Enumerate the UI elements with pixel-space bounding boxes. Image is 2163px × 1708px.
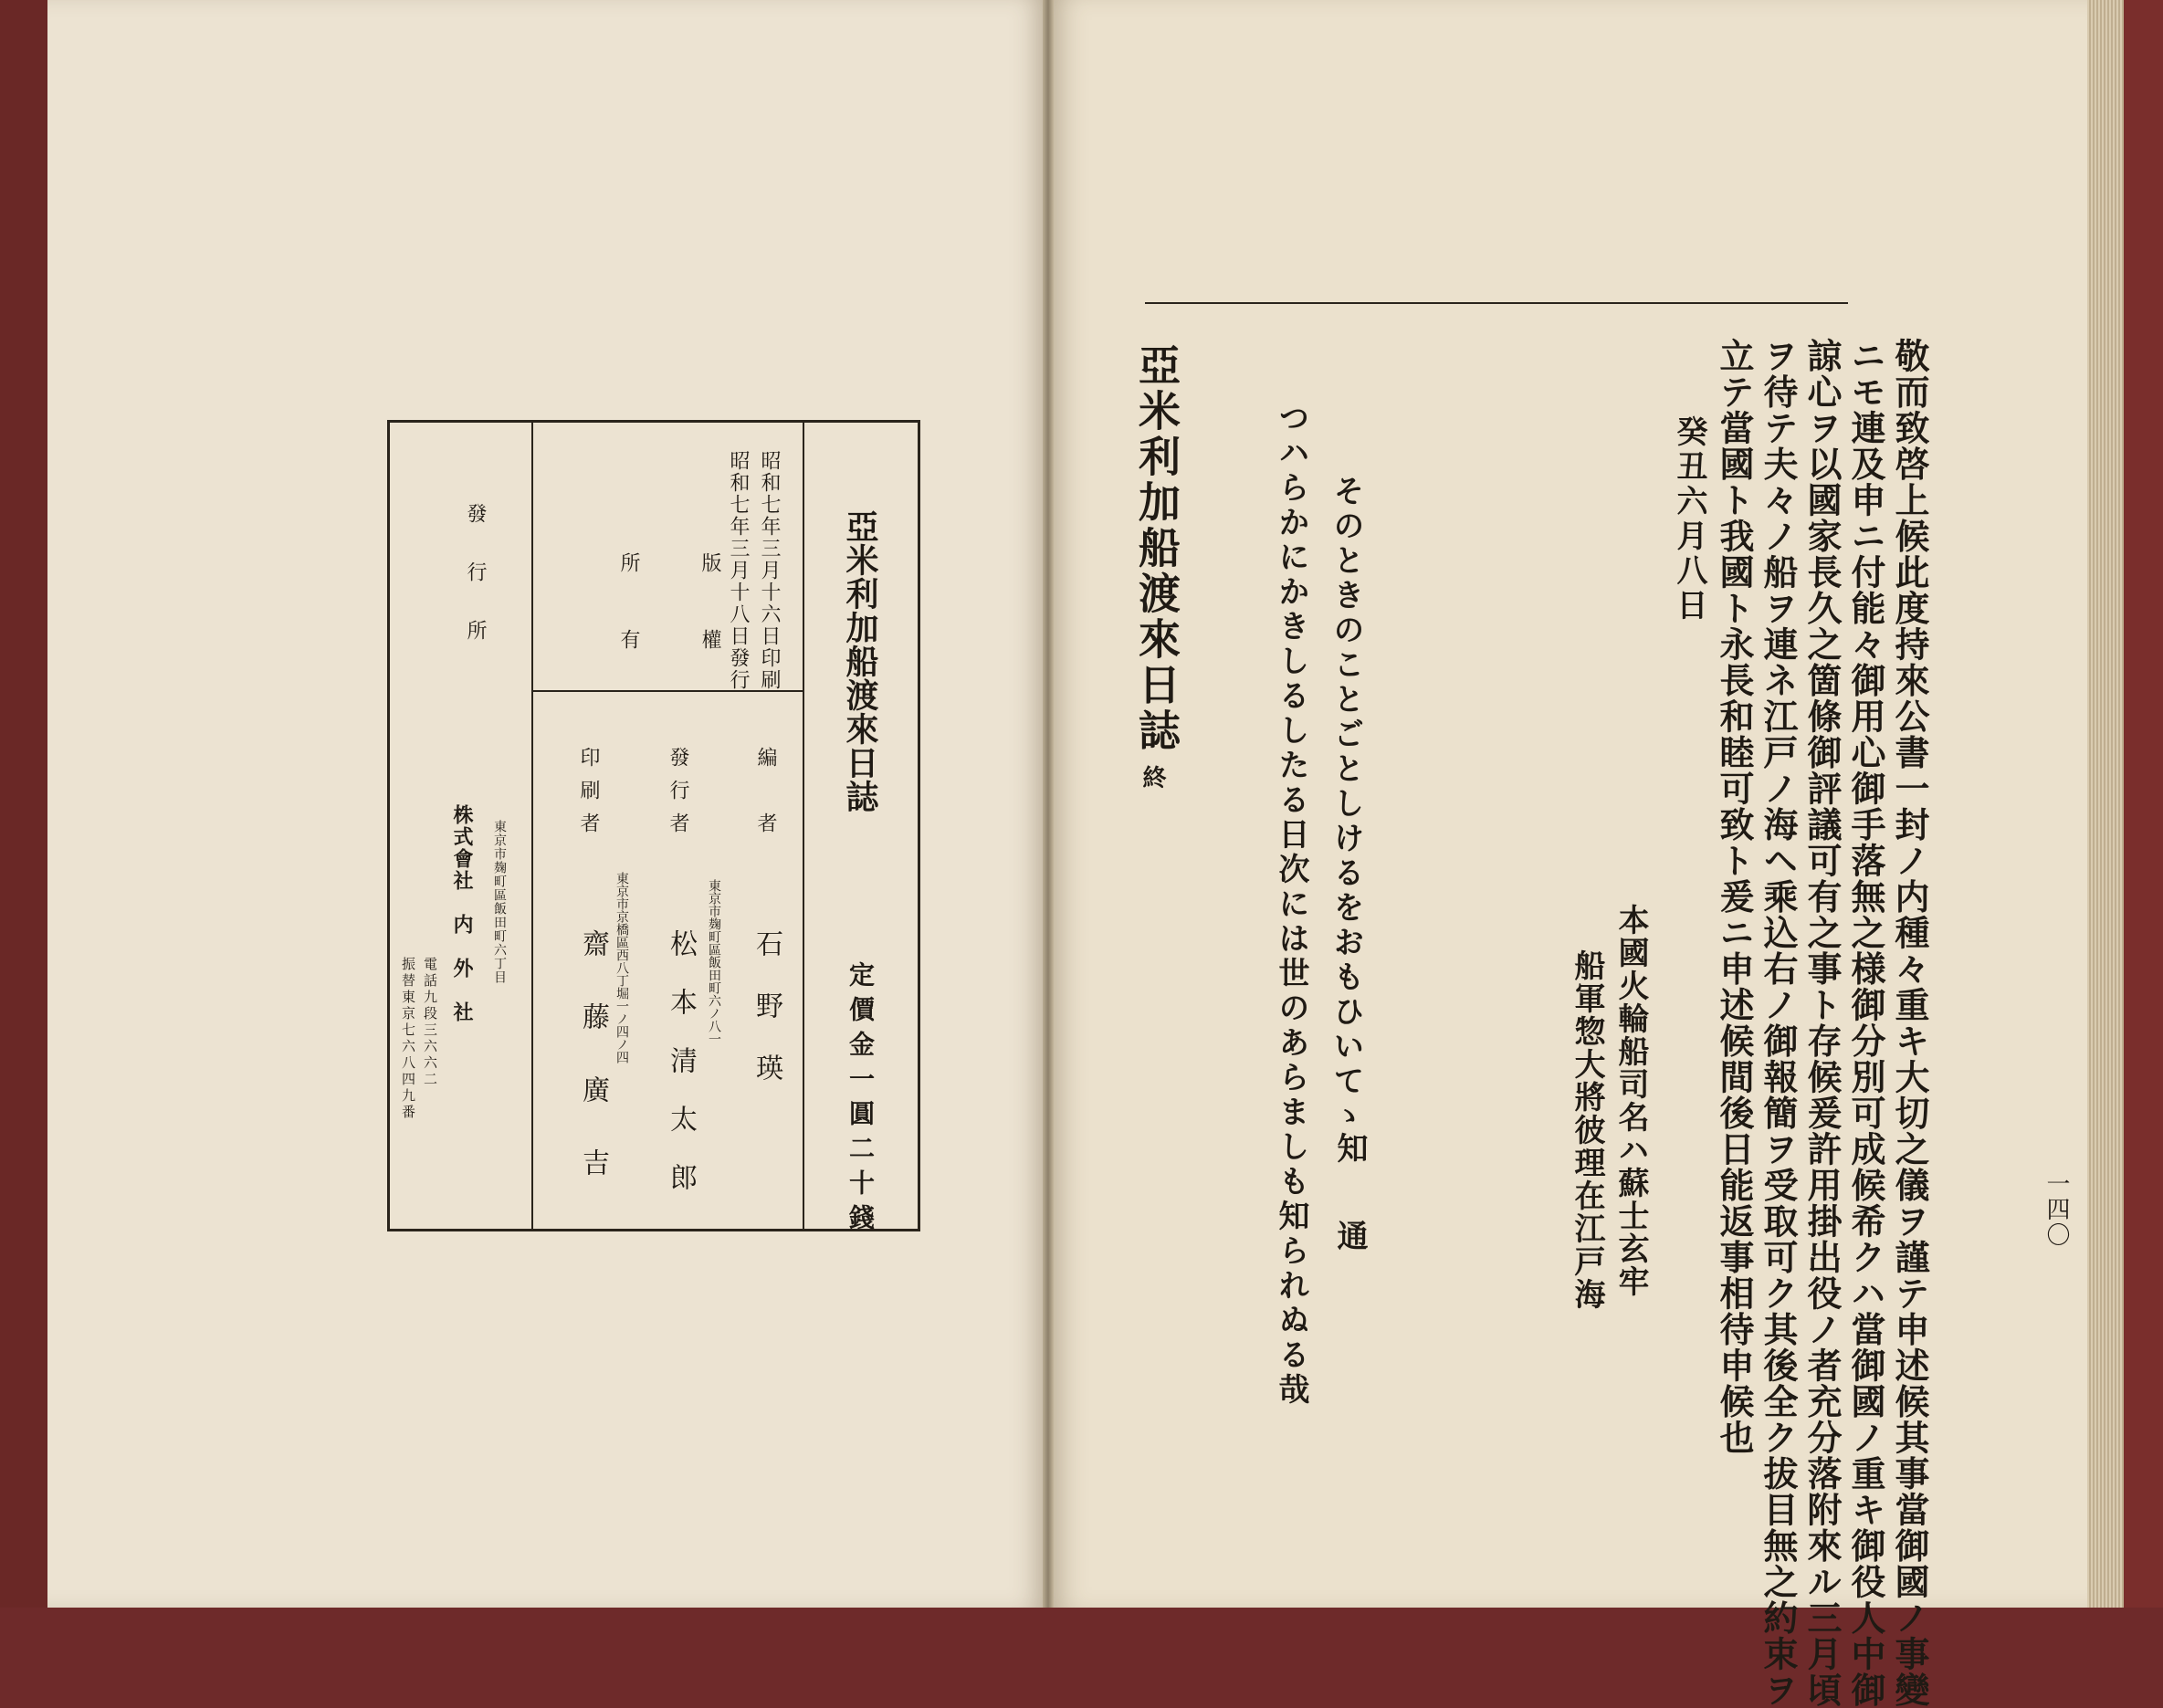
colophon-issuer-label: 發 行 所 [464,503,487,649]
colophon-publisher-label: 發行者 [667,747,689,845]
colophon-rights: 版 權 [698,552,721,667]
letter-signature: 本國火輪船司名ハ蘇士玄牢 [1612,904,1649,1298]
letter-line: 立テ當國ト我國ト永長和睦可致ト爰ニ申述候間後日能返事相待申候也 [1714,338,1755,1456]
colophon-date-published: 昭和七年三月十八日發行 [727,450,750,691]
colophon-box [387,420,920,1239]
colophon-publisher-address: 東京市麹町區飯田町六ノ八一 [707,879,721,1045]
right-page [1054,0,2087,1708]
poem-line: そのときのことごとしけるをおもひいてゝ [1328,475,1364,1134]
colophon-rights: 所 有 [617,552,640,667]
colophon-printer-address: 東京市京橋區西八丁堀一ノ四ノ四 [614,872,629,1064]
letter-signature: 船軍惣大將彼理在江戸海 [1569,949,1605,1311]
colophon-printer-label: 印刷者 [577,747,600,845]
colophon-price: 定價金一圓二十錢 [845,961,876,1239]
colophon-editor-name: 石 野 瑛 [751,929,782,1085]
page-edges [2087,0,2124,1608]
book-binding-right [2124,0,2163,1608]
colophon-date-printed: 昭和七年三月十六日印刷 [758,450,781,691]
end-title: 亞米利加船渡來日誌 [1132,343,1181,754]
colophon-publisher-name: 松 本 清 太 郎 [665,929,697,1192]
book-binding-left [0,0,47,1608]
colophon-issuer-transfer: 振替東京七六八四九番 [400,957,416,1121]
page-number: 一四〇 [2042,1171,2070,1248]
letter-line: ニモ連及申ニ付能々御用心御手落無之様御分別可成候希クハ當御國ノ重キ御役人中御 [1845,338,1886,1708]
colophon-issuer-phone: 電話九段三六六二 [422,957,438,1088]
end-rule [1145,302,1848,304]
end-mark: 終 [1139,765,1166,789]
letter-line: 敬而致啓上候此度持來公書一封ノ内種々重キ大切之儀ヲ謹テ申述候其事當御國ノ事變 [1889,338,1930,1708]
colophon-printer-name: 齋 藤 廣 吉 [577,929,609,1185]
letter-date: 癸丑六月八日 [1671,415,1707,623]
letter-line: ヲ待テ夫々ノ船ヲ連ネ江戸ノ海ヘ乘込右ノ御報簡ヲ受取可ク其後全ク拔目無之約束ヲ [1758,338,1799,1708]
colophon-editor-label: 編 者 [754,747,777,845]
colophon-issuer-company: 株式會社 内 外 社 [450,804,474,1023]
letter-line: 諒心ヲ以國家長久之箇條御評議可有之事ト存候爰許用掛出役ノ者充分落附來ル三月頃 [1801,338,1843,1708]
colophon-divider [531,423,533,1229]
colophon-issuer-address: 東京市麹町區飯田町六丁目 [492,820,507,984]
colophon-divider [803,423,804,1229]
poem-line: つハらかにかきしるしたる日次には世のあらましも知られぬる哉 [1273,402,1309,1408]
colophon-book-title: 亞米利加船渡來日誌 [841,509,879,813]
left-page [47,0,1043,1608]
book-spine [1043,0,1054,1608]
poem-author: 知 通 [1331,1132,1368,1263]
